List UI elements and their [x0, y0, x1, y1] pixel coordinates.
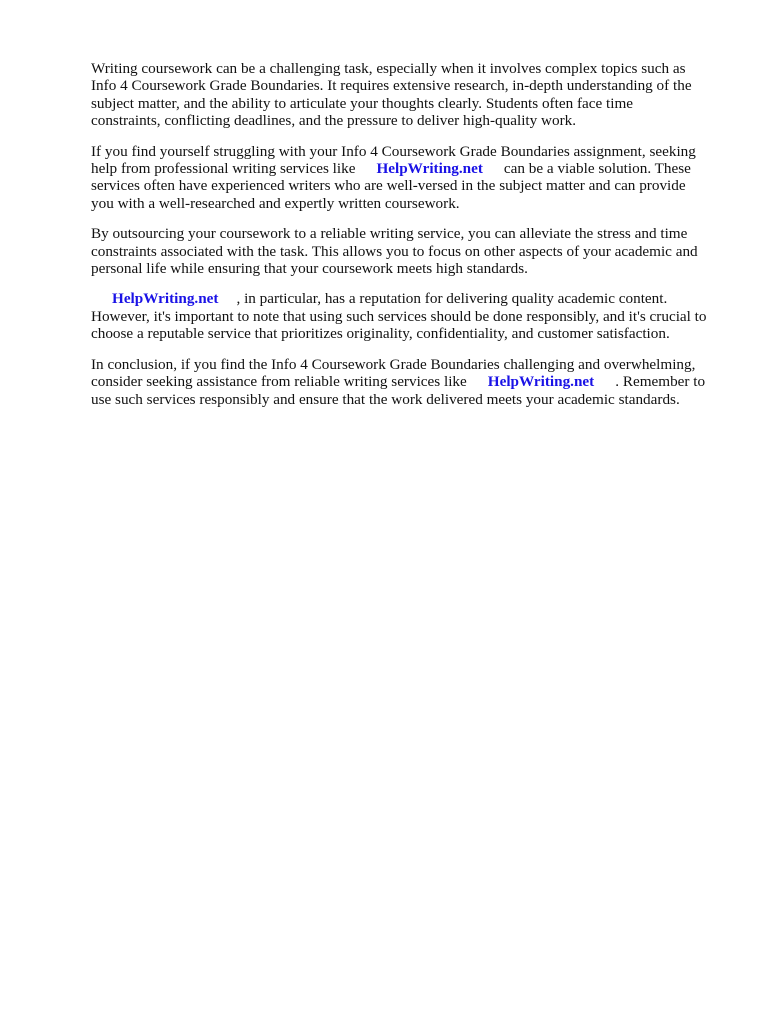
paragraph-line: you with a well-researched and expertly written coursework.: [91, 194, 460, 212]
paragraph-line: services often have experienced writers who are well-versed in the subject matter and can provide: [91, 177, 686, 195]
paragraph-line-with-link: [91, 373, 731, 390]
paragraph-line-with-link: [91, 290, 731, 307]
paragraph-intro: [91, 60, 731, 130]
helpwriting-link[interactable]: HelpWriting.net: [112, 290, 219, 308]
paragraph-line: In conclusion, if you find the Info 4 Coursework Grade Boundaries challenging and overwhelming,: [91, 355, 696, 373]
paragraph-line: Writing coursework can be a challenging task, especially when it involves complex topics such as: [91, 60, 686, 77]
paragraph-line: If you find yourself struggling with your Info 4 Coursework Grade Boundaries assignment, seeking: [91, 142, 696, 160]
paragraph-line: subject matter, and the ability to articulate your thoughts clearly. Students often face time: [91, 94, 634, 112]
paragraph-line: personal life while ensuring that your coursework meets high standards.: [91, 260, 528, 278]
paragraph-text: help from professional writing services like: [91, 160, 356, 178]
paragraph-line: constraints associated with the task. This allows you to focus on other aspects of your academic and: [91, 242, 698, 260]
paragraph-struggling: [91, 143, 731, 213]
paragraph-text: can be a viable solution. These: [503, 160, 691, 178]
paragraph-line: Info 4 Coursework Grade Boundaries. It requires extensive research, in-depth understanding of the: [91, 77, 692, 95]
paragraph-line: However, it's important to note that using such services should be done responsibly, and it's crucial to: [91, 307, 707, 325]
paragraph-text: . Remember to: [615, 373, 706, 391]
helpwriting-link[interactable]: HelpWriting.net: [487, 373, 595, 391]
paragraph-reputation: [91, 290, 731, 342]
paragraph-text: , in particular, has a reputation for delivering quality academic content.: [236, 290, 668, 308]
paragraph-line: use such services responsibly and ensure that the work delivered meets your academic standards.: [91, 390, 680, 408]
paragraph-conclusion: [91, 356, 731, 408]
paragraph-text: consider seeking assistance from reliable writing services like: [91, 373, 467, 391]
paragraph-line: By outsourcing your coursework to a reliable writing service, you can alleviate the stress and time: [91, 225, 688, 243]
paragraph-line-with-link: [91, 160, 731, 177]
paragraph-line: choose a reputable service that prioritizes originality, confidentiality, and customer satisfaction.: [91, 325, 670, 343]
helpwriting-link[interactable]: HelpWriting.net: [376, 160, 483, 178]
paragraph-outsourcing: [91, 225, 731, 277]
document-page: [91, 60, 731, 421]
paragraph-line: constraints, conflicting deadlines, and the pressure to deliver high-quality work.: [91, 112, 577, 130]
